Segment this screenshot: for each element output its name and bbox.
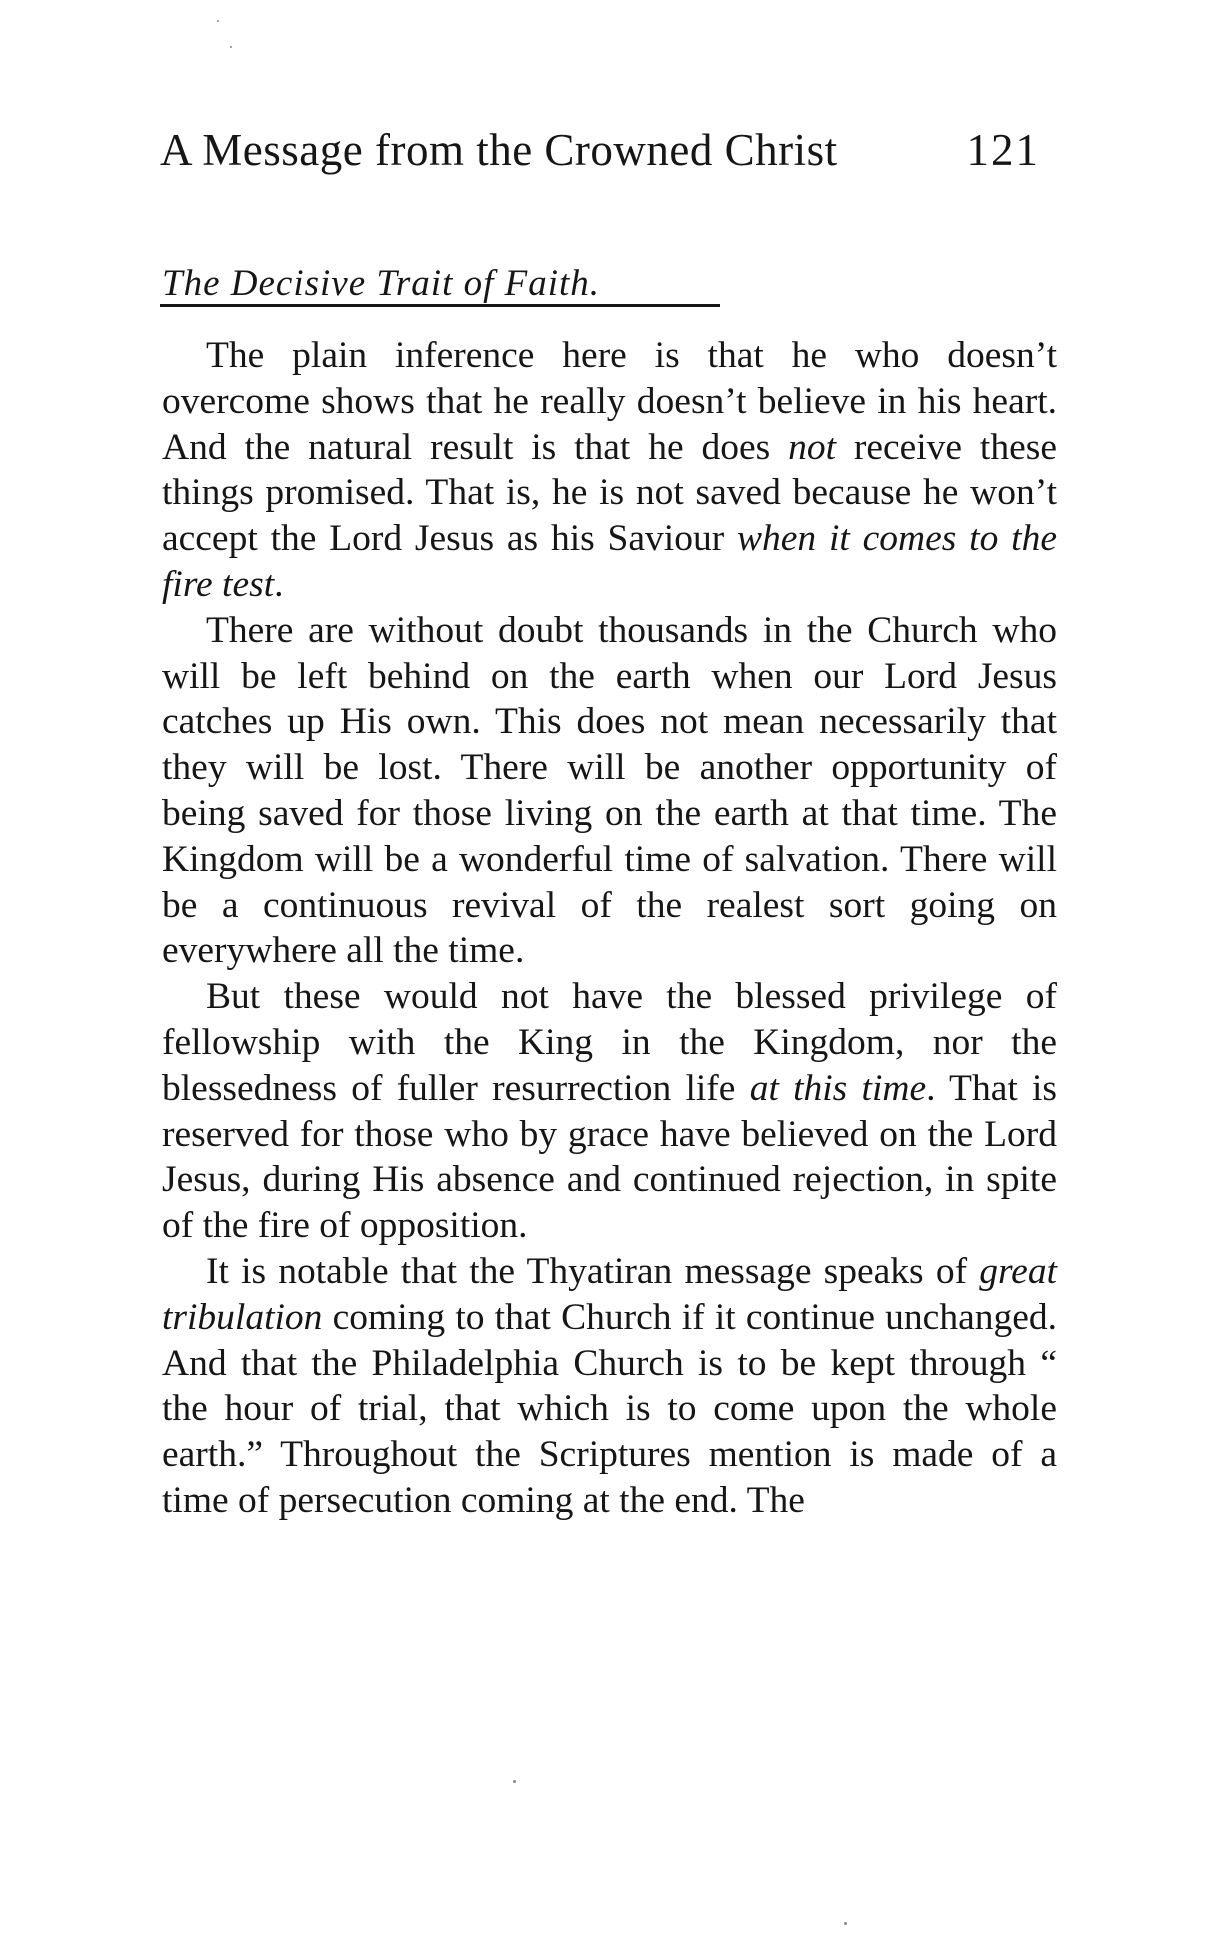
section-heading-rule: [160, 304, 720, 307]
running-head-title: A Message from the Crowned Christ: [160, 125, 838, 175]
text-run: .: [274, 563, 284, 605]
italic-emphasis: when it comes to the fire test: [162, 518, 1057, 605]
italic-emphasis: at this time: [749, 1067, 927, 1109]
body-paragraph: [162, 608, 1057, 974]
text-run: There are without doubt thousands in the Church who will be left behind on the earth when our Lord Jesus catches up His own. This does not mean necessarily that they will be lost. There will be another opportunity of being saved for those living on the earth at that time. The Kingdom will be a wonderful time of salvation. There will be a continuous revival of the realest sort going on everywhere all the time.: [162, 609, 1057, 972]
text-run: The plain inference here is that he who doesn’t overcome shows that he really doesn’t believe in his heart. And the natural result is that he does: [162, 335, 1057, 468]
body-text: [162, 333, 1057, 1524]
body-paragraph: [162, 974, 1057, 1249]
text-run: coming to that Church if it continue unchanged. And that the Philadelphia Church is to be kept through “ the hour of trial, that which is to come upon the whole earth.” Throughout the Scriptures mention is made of a time of persecution coming at the end. The: [162, 1296, 1057, 1521]
body-paragraph: [162, 1249, 1057, 1524]
text-run: receive these things promised. That is, he is not saved because he won’t accept the Lord Jesus as his Saviour: [162, 426, 1057, 560]
scan-speck: [513, 1780, 516, 1783]
text-run: . That is reserved for those who by grace have believed on the Lord Jesus, during His absence and continued rejection, in spite of the fire of opposition.: [162, 1067, 1058, 1247]
scan-speck: [230, 46, 232, 48]
section-heading: The Decisive Trait of Faith.: [162, 263, 601, 304]
text-run: But these would not have the blessed privilege of fellowship with the King in the Kingdom, nor the blessedness of fuller resurrection life: [162, 976, 1057, 1109]
scan-speck: [844, 1922, 847, 1925]
running-head: [160, 124, 1040, 184]
scan-speck: [217, 20, 219, 22]
page-number: 121: [966, 125, 1040, 175]
body-paragraph: [162, 333, 1057, 608]
italic-emphasis: not: [788, 426, 836, 468]
italic-emphasis: great tribulation: [162, 1250, 1057, 1338]
text-run: It is notable that the Thyatiran message speaks of: [206, 1250, 980, 1292]
